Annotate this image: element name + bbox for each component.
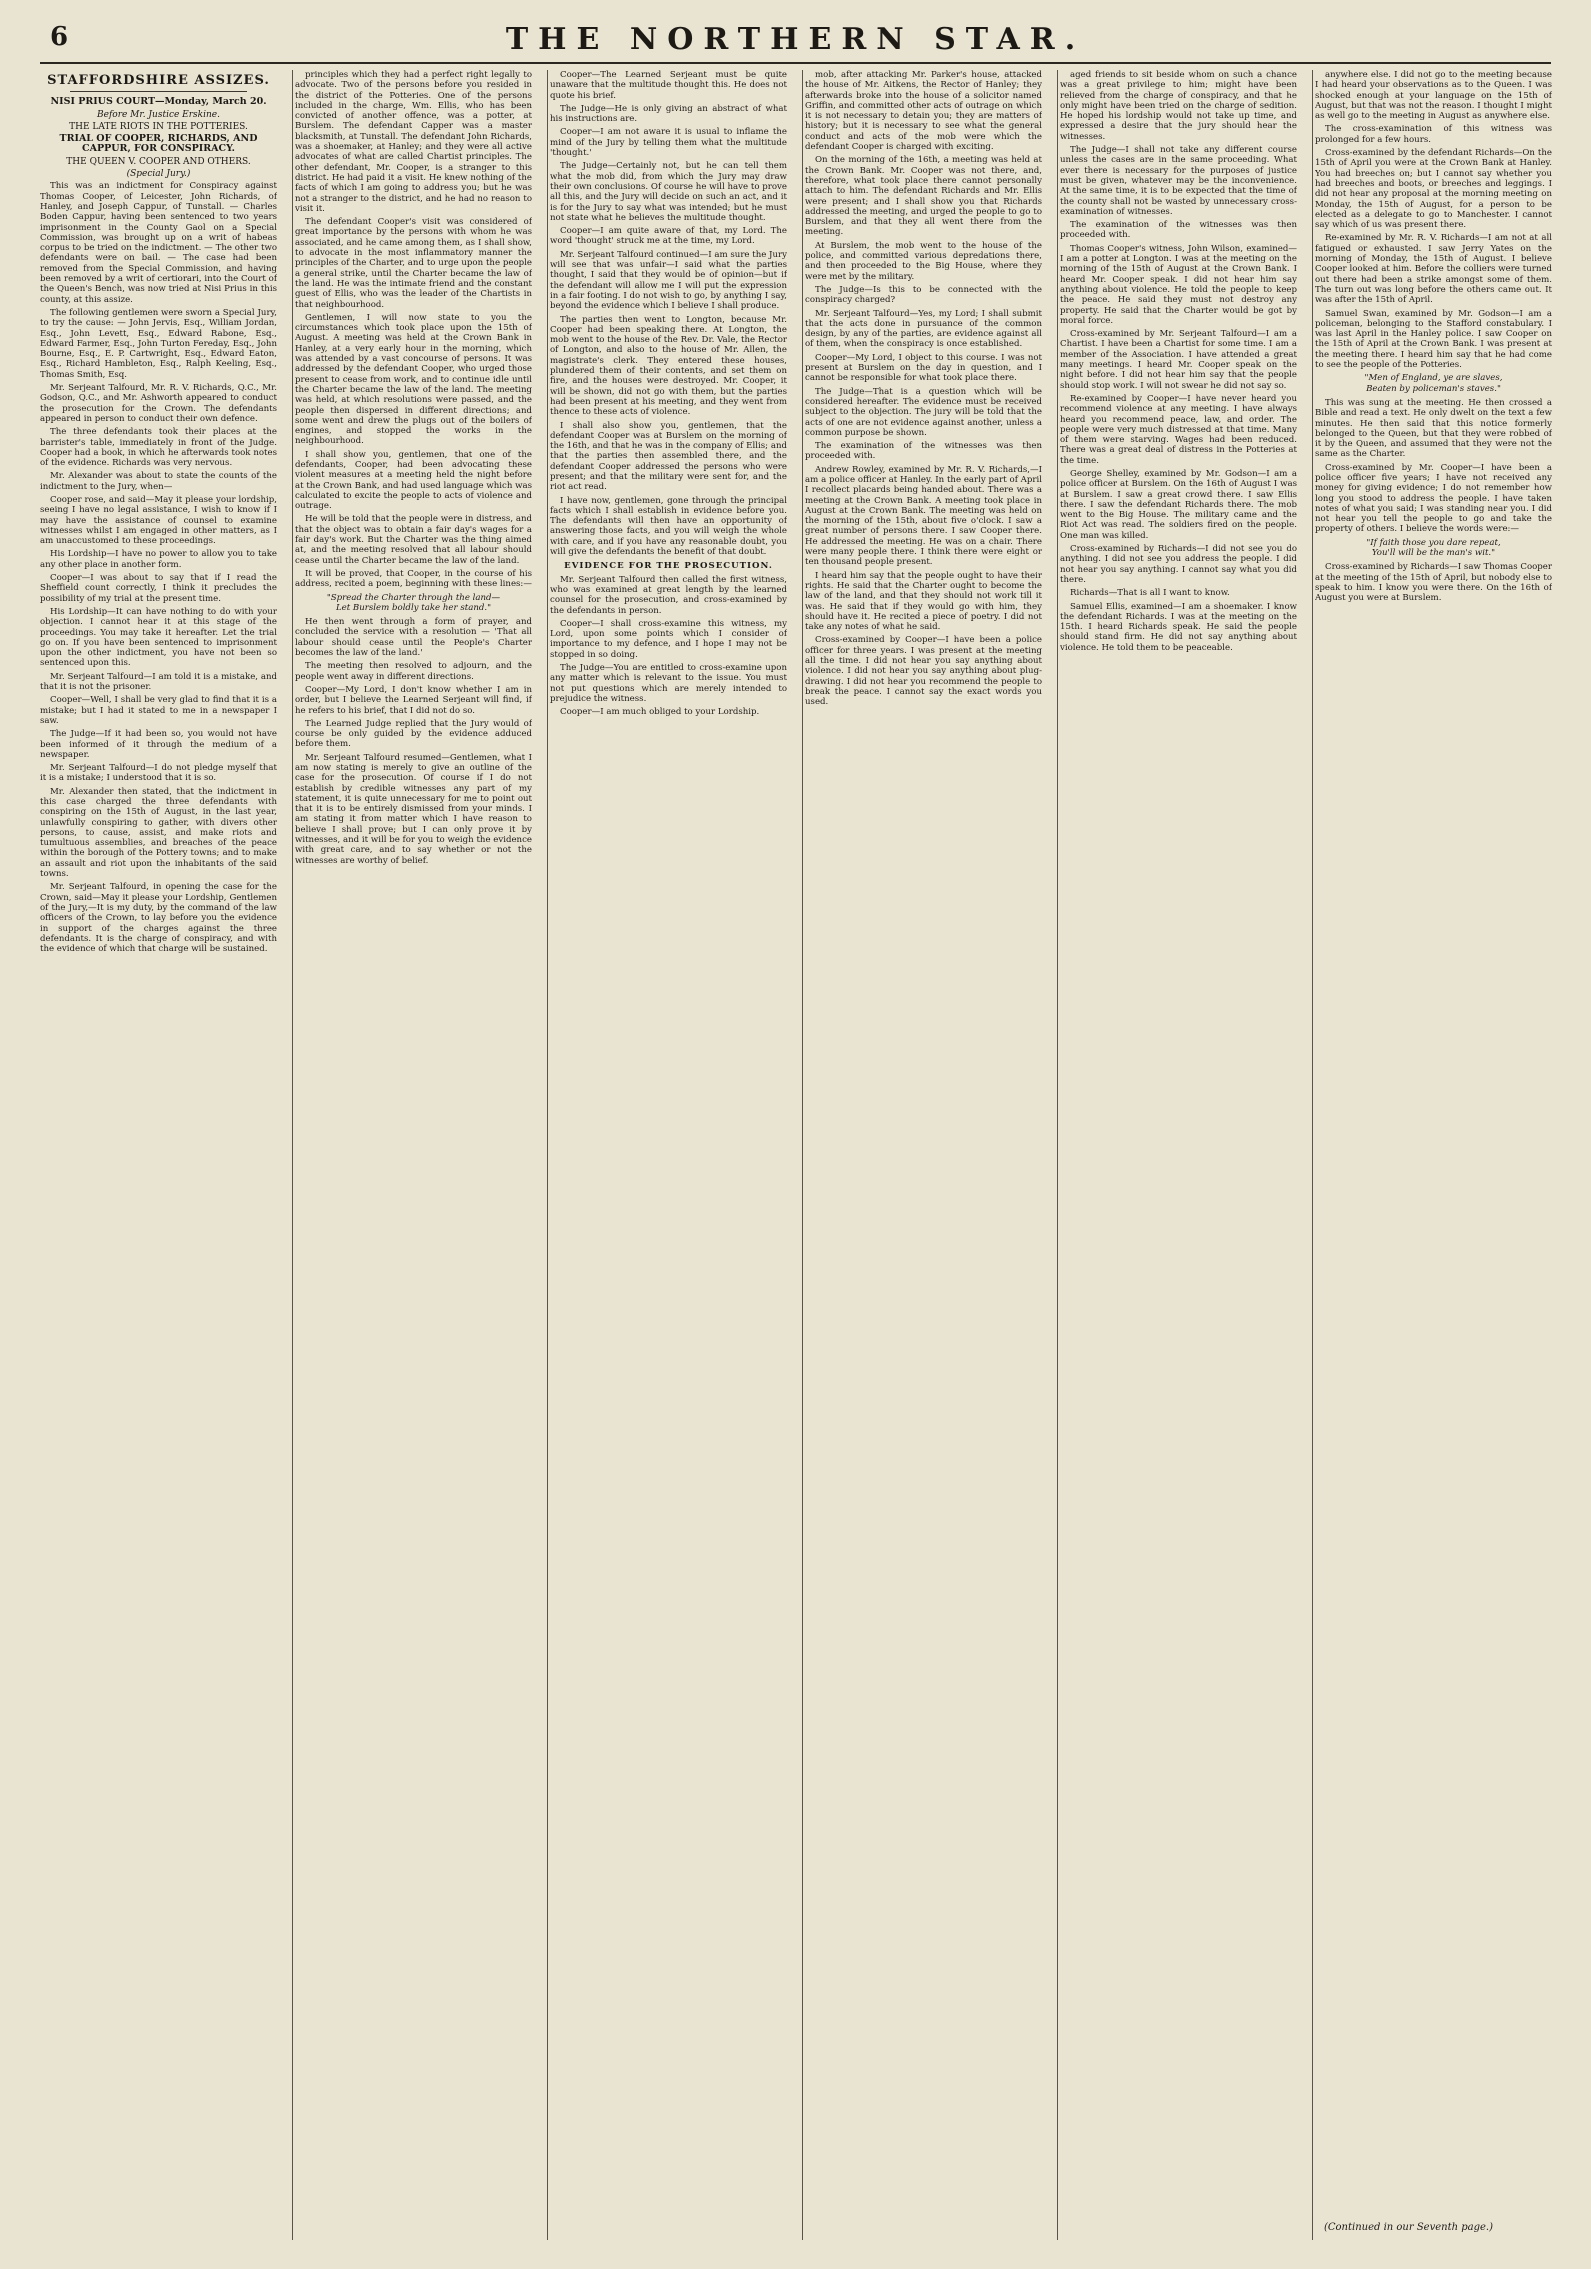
article-paragraph: Cross-examined by Mr. Cooper—I have been a police officer five years; I have not received any money for giving evidence; I do not remember how long you stood to address the people. I have taken notes of what you said; I was standing near you. I did not hear you tell the people to go and take the property of others. I believe the words were:— [1315,462,1552,535]
article-paragraph: Cross-examined by Richards—I did not see you do anything. I did not see you address the people. I did not hear you say anything. I cannot say what you did there. [1060,544,1297,585]
article-paragraph: On the morning of the 16th, a meeting was held at the Crown Bank. Mr. Cooper was not there, and, therefore, what took place there cannot personally attach to him. The defendant Richards and Mr. Ellis were present; and I shall show you that Richards addressed the meeting, and urged the people to go to Burslem, and that they all went there from the meeting. [805,155,1042,238]
article-paragraph: The Judge—Is this to be connected with the conspiracy charged? [805,284,1042,306]
column-rule [802,70,803,2240]
article-paragraph: Mr. Serjeant Talfourd, Mr. R. V. Richards, Q.C., Mr. Godson, Q.C., and Mr. Ashworth appeared to conduct the prosecution for the Crown. The defendants appeared in person to conduct their own defence. [40,383,277,424]
article-paragraph: Cooper—I am quite aware of that, my Lord. The word 'thought' struck me at the time, my Lord. [550,226,787,247]
article-paragraph: Cooper—I was about to say that if I read the Sheffield count correctly, I think it precludes the possibility of my trial at the present time. [40,573,277,604]
article-paragraph: I shall also show you, gentlemen, that the defendant Cooper was at Burslem on the morning of the 16th, and that he was in the company of Ellis; and that the parties then assembled there, and the defendant Cooper addressed the persons who were present; and that the military were sent for, and the riot act read. [550,420,787,493]
article-paragraph: George Shelley, examined by Mr. Godson—I am a police officer at Burslem. On the 16th of August I was at Burslem. I saw a great crowd there. I saw Ellis there. I saw the defendant Richards there. The mob went to the Big House. The military came and the Riot Act was read. The soldiers fired on the people. One man was killed. [1060,468,1297,541]
article-paragraph: Mr. Serjeant Talfourd then called the first witness, who was examined at great length by the learned counsel for the prosecution, and cross-examined by the defendants in person. [550,574,787,616]
column-rule [1312,70,1313,2240]
article-paragraph: His Lordship—I have no power to allow you to take any other place in another form. [40,549,277,570]
article-paragraph: Re-examined by Mr. R. V. Richards—I am not at all fatigued or exhausted. I saw Jerry Yates on the morning of Monday, the 15th of August. I believe Cooper looked at him. Before the colliers were turned out there had been a strike amongst some of them. The turn out was long before the others came out. It was after the 15th of April. [1315,233,1552,306]
judge-line: Before Mr. Justice Erskine. [97,109,220,120]
continued-note: (Continued in our Seventh page.) [1323,2222,1494,2233]
article-paragraph: Cooper rose, and said—May it please your lordship, seeing I have no legal assistance, I wish to know if I may have the assistance of counsel to examine witnesses whilst I am engaged in other matters, as I am unaccustomed to these proceedings. [40,494,277,547]
column-4 [805,70,1042,2240]
article-paragraph: principles which they had a perfect right legally to advocate. Two of the persons before you resided in the district of the Potteries. One of the persons included in the charge, Wm. Ellis, who has been convicted of another offence, was a potter, at Burslem. The defendant Capper was a master blacksmith, at Tunstall. The defendant John Richards, was a shoemaker, at Hanley; and they were all active advocates of what are called Chartist principles. The other defendant, Mr. Cooper, is a stranger to this district. He had paid it a visit. He knew nothing of the facts of which I am going to address you; but he was not a stranger to the district, and he had no reason to visit it. [295,70,532,214]
article-paragraph: Cooper—I am not aware it is usual to inflame the mind of the Jury by telling them what the multitude 'thought.' [550,127,787,159]
article-paragraph: The Judge—That is a question which will be considered hereafter. The evidence must be received subject to the objection. The jury will be told that the acts of one are not evidence against another, unless a common purpose be shown. [805,386,1042,438]
column-1 [40,70,277,2240]
article-paragraph: Mr. Serjeant Talfourd—I am told it is a mistake, and that it is not the prisoner. [40,671,277,693]
article-paragraph: The three defendants took their places at the barrister's table, immediately in front of the Judge. Cooper had a book, in which he afterwards took notes of the evidence. Richards was very nervous. [40,427,277,469]
article-paragraph: He then went through a form of prayer, and concluded the service with a resolution — 'That all labour should cease until the People's Charter becomes the law of the land.' [295,617,532,659]
article-paragraph: The Judge—Certainly not, but he can tell them what the mob did, from which the Jury may draw their own conclusions. Of course he will have to prove all this, and the Jury will decide on such an act, and it is for the Jury to say what was intended; but he must not state what he believes the multitude thought. [550,161,787,223]
masthead [40,22,1551,64]
article-paragraph: Mr. Serjeant Talfourd, in opening the case for the Crown, said—May it please your Lordship, Gentlemen of the Jury,—It is my duty, by the command of the law officers of the Crown, to lay before you the evidence in support of the charges against the three defendants. It is the charge of conspiracy, and with the evidence of which that charge will be sustained. [40,882,277,955]
article-paragraph: Cross-examined by the defendant Richards—On the 15th of April you were at the Crown Bank at Hanley. You had breeches on; but I cannot say whether you had breeches and boots, or breeches and leggings. I did not hear any proposal at the morning meeting on Monday, the 15th of August, for a person to be elected as a delegate to go to Manchester. I cannot say which of us was present there. [1315,148,1552,231]
article-heading: STAFFORDSHIRE ASSIZES. [47,73,270,88]
article-paragraph: Cooper—I am much obliged to your Lordship. [560,707,760,718]
case-line-3: THE QUEEN V. COOPER AND OTHERS. [66,156,251,167]
article-paragraph: The parties then went to Longton, because Mr. Cooper had been speaking there. At Longton, the mob went to the house of the Rev. Dr. Vale, the Rector of Longton, and also to the house of Mr. Allen, the magistrate's clerk. They entered these houses, plundered them of their contents, and set them on fire, and the houses were destroyed. Mr. Cooper, it will be shown, did not go with them, but the parties had been present at his meeting, and they went from thence to these acts of violence. [550,314,787,418]
article-paragraph: The Learned Judge replied that the Jury would of course be only guided by the evidence adduced before them. [295,718,532,750]
article-paragraph: The Judge—You are entitled to cross-examine upon any matter which is relevant to the issue. You must not put questions which are merely intended to prejudice the witness. [550,663,787,704]
article-paragraph: anywhere else. I did not go to the meeting because I had heard your observations as to the Queen. I was shocked enough at your language on the 15th of August, but that was not the reason. I thought I might as well go to the meeting in August as anywhere else. [1315,70,1552,122]
article-paragraph: The examination of the witnesses was then proceeded with. [1060,220,1297,241]
article-paragraph: The Judge—He is only giving an abstract of what his instructions are. [550,103,787,125]
column-5 [1060,70,1297,2240]
article-paragraph: This was an indictment for Conspiracy against Thomas Cooper, of Leicester, John Richards, of Hanley, and Joseph Cappur, of Tunstall. — Charles Boden Cappur, having been sentenced to two years imprisonment in the County Gaol on a Special Commission, was brought up on a writ of habeas corpus to be tried on the indictment. — The other two defendants were on bail. — The case had been removed from the Special Commission, and having been removed by a writ of certiorari, into the Court of the Queen's Bench, was now tried at Nisi Prius in this county, at this assize. [40,181,277,305]
divider [70,91,247,92]
page-number: 6 [50,22,69,52]
columns-area [40,70,1551,2240]
column-3 [550,70,787,2240]
case-line-1: THE LATE RIOTS IN THE POTTERIES. [69,121,248,132]
column-rule [547,70,548,2240]
case-line-4: (Special Jury.) [126,169,191,180]
article-paragraph: Cooper—I shall cross-examine this witness, my Lord, upon some points which I consider of importance to my defence, and I hope I may not be stopped in so doing. [550,618,787,660]
article-paragraph: Gentlemen, I will now state to you the circumstances which took place upon the 15th of August. A meeting was held at the Crown Bank in Hanley, at a very early hour in the morning, which was attended by a vast concourse of persons. It was addressed by the defendant Cooper, who urged those present to cease from work, and to continue idle until the Charter became the law of the land. The meeting was held, at which resolutions were passed, and the people then dispersed in different directions; and some went and drew the plugs out of the boilers of engines, and stopped the works in the neighbourhood. [295,312,532,447]
article-paragraph: Richards—That is all I want to know. [1070,588,1230,599]
article-paragraph: Re-examined by Cooper—I have never heard you recommend violence at any meeting. I have always heard you recommend peace, law, and order. The people were very much distressed at that time. Many of them were starving. Wages had been reduced. There was a great deal of distress in the Potteries at the time. [1060,393,1297,466]
article-paragraph: Mr. Serjeant Talfourd resumed—Gentlemen, what I am now stating is merely to give an outline of the case for the prosecution. Of course if I do not establish by credible witnesses any part of my statement, it is quite unnecessary for me to point out that it is to be entirely dismissed from your minds. I am stating it from matter which I have reason to believe I shall prove; but I can only prove it by witnesses, and it will be for you to weigh the evidence with great care, and to say whether or not the witnesses are worthy of belief. [295,752,532,866]
article-paragraph: The meeting then resolved to adjourn, and the people went away in different directions. [295,661,532,682]
article-paragraph: Cooper—My Lord, I don't know whether I am in order, but I believe the Learned Serjeant will find, if he refers to his brief, that I did not do so. [295,684,532,716]
article-paragraph: The Judge—I shall not take any different course unless the cases are in the same proceeding. What ever there is necessary for the purposes of justice must be given, whatever may be the inconvenience. At the same time, it is to be expected that the time of the county shall not be wasted by unnecessary cross-examination of witnesses. [1060,145,1297,217]
article-paragraph: Cooper—Well, I shall be very glad to find that it is a mistake; but I had it stated to me in a newspaper I saw. [40,695,277,726]
article-paragraph: The cross-examination of this witness was prolonged for a few hours. [1315,124,1552,145]
article-paragraph: Mr. Serjeant Talfourd continued—I am sure the Jury will see that was unfair—I said what the parties thought, I said that they would be of opinion—but if the defendant will allow me I will put the expression in a fair footing. I do not wish to go, by anything I say, beyond the evidence which I believe I shall produce. [550,249,787,312]
court-subheading: NISI PRIUS COURT—Monday, March 20. [50,96,267,108]
article-paragraph: Cross-examined by Richards—I saw Thomas Cooper at the meeting of the 15th of April, but nobody else to speak to him. I know you were there. On the 16th of August you were at Burslem. [1315,562,1552,604]
column-2 [295,70,532,2240]
article-paragraph: Cross-examined by Mr. Serjeant Talfourd—I am a Chartist. I have been a Chartist for some time. I am a member of the Association. I have attended a great many meetings. I heard Mr. Cooper speak on the night before. I did not hear him say that the people should stop work. I will not swear he did not say so. [1060,329,1297,391]
article-paragraph: It will be proved, that Cooper, in the course of his address, recited a poem, beginning with these lines:— [295,568,532,590]
article-paragraph: Mr. Alexander was about to state the counts of the indictment to the Jury, when— [40,471,277,492]
article-paragraph: This was sung at the meeting. He then crossed a Bible and read a text. He only dwelt on the text a few minutes. He then said that this notice formerly belonged to the Queen, but that they were robbed of it by the Queen, and assumed that they were not the same as the Charter. [1315,397,1552,460]
article-paragraph: Thomas Cooper's witness, John Wilson, examined—I am a potter at Longton. I was at the meeting on the morning of the 15th of August at the Crown Bank. I heard Mr. Cooper speak. I did not hear him say anything about violence. He told the people to keep the peace. He said they must not destroy any property. He said that the Charter would be got by moral force. [1060,243,1297,326]
article-paragraph: The examination of the witnesses was then proceeded with. [805,441,1042,462]
article-paragraph: Samuel Swan, examined by Mr. Godson—I am a policeman, belonging to the Stafford constabulary. I was last April in the Hanley police. I saw Cooper on the 15th of April at the Crown Bank. I was present at the meeting there. I heard him say that he had come to see the people of the Potteries. [1315,308,1552,371]
case-line-2: TRIAL OF COOPER, RICHARDS, AND CAPPUR, FOR CONSPIRACY. [59,133,258,155]
article-paragraph: mob, after attacking Mr. Parker's house, attacked the house of Mr. Aitkens, the Rector of Hanley; they afterwards broke into the house of a solicitor named Griffin, and committed other acts of outrage on which it is not necessary to detain you; they are matters of history; but it is necessary to see what the general conduct and acts of the mob were which the defendant Cooper is charged with exciting. [805,70,1042,153]
article-paragraph: The following gentlemen were sworn a Special Jury, to try the cause: — John Jervis, Esq., William Jordan, Esq., John Levett, Esq., Edward Rabone, Esq., Edward Farmer, Esq., John Turton Fereday, Esq., John Bourne, Esq., E. P. Cartwright, Esq., Edward Eaton, Esq., Richard Hambleton, Esq., Ralph Keeling, Esq., Thomas Smith, Esq. [40,307,277,380]
article-paragraph: Mr. Serjeant Talfourd—Yes, my Lord; I shall submit that the acts done in pursuance of the common design, by any of the parties, are evidence against all of them, when the conspiracy is once established. [805,308,1042,350]
article-paragraph: aged friends to sit beside whom on such a chance was a great privilege to him; might have been relieved from the charge of conspiracy, and that he only might have been tried on the charge of sedition. He hoped his lordship would not take up time, and expressed a desire that the jury should hear the witnesses. [1060,70,1297,142]
article-paragraph: At Burslem, the mob went to the house of the police, and committed various depredations there, and then proceeded to the Big House, where they were met by the military. [805,240,1042,282]
article-paragraph: His Lordship—It can have nothing to do with your objection. I cannot hear it at this stage of the proceedings. You may take it hereafter. Let the trial go on. If you have been sentenced to imprisonment upon the other indictment, you have not been so sentenced upon this. [40,606,277,669]
section-subheading: EVIDENCE FOR THE PROSECUTION. [564,561,773,572]
article-paragraph: I heard him say that the people ought to have their rights. He said that the Charter ought to become the law of the land, and that they should not work till it was. He said that if they would go with him, they should have it. He recited a piece of poetry. I did not take any notes of what he said. [805,570,1042,633]
column-6 [1315,70,1552,2240]
article-paragraph: Cooper—My Lord, I object to this course. I was not present at Burslem on the day in question, and I cannot be responsible for what took place there. [805,352,1042,384]
verse-quote: "Spread the Charter through the land— Let Burslem boldly take her stand." [326,592,501,613]
article-paragraph: Mr. Serjeant Talfourd—I do not pledge myself that it is a mistake; I understood that it is so. [40,763,277,784]
article-paragraph: Cooper—The Learned Serjeant must be quite unaware that the multitude thought this. He does not quote his brief. [550,70,787,101]
article-paragraph: Mr. Alexander then stated, that the indictment in this case charged the three defendants with conspiring on the 15th of August, in the last year, unlawfully conspiring to gather, with divers other persons, to cause, assist, and make riots and tumultuous assemblies, and breaches of the peace within the borough of the Pottery towns; and to make an assault and riot upon the inhabitants of the said towns. [40,786,277,880]
article-paragraph: I have now, gentlemen, gone through the principal facts which I shall establish in evidence before you. The defendants will then have an opportunity of answering those facts, and you will weigh the whole with care, and if you have any reasonable doubt, you will give the defendants the benefit of that doubt. [550,495,787,558]
article-paragraph: He will be told that the people were in distress, and that the object was to obtain a fair day's wages for a fair day's work. But the Charter was the thing aimed at, and the meeting resolved that all labour should cease until the Charter became the law of the land. [295,514,532,566]
article-paragraph: Cross-examined by Cooper—I have been a police officer for three years. I was present at the meeting all the time. I did not hear you say anything about violence. I did not hear you say anything about plug-drawing. I did not hear you recommend the people to break the peace. I cannot say the exact words you used. [805,635,1042,708]
verse-quote: "Men of England, ye are slaves, Beaten by policeman's staves." [1364,373,1503,394]
newspaper-title: THE NORTHERN STAR. [505,22,1086,57]
column-rule [292,70,293,2240]
column-rule [1057,70,1058,2240]
article-paragraph: Andrew Rowley, examined by Mr. R. V. Richards,—I am a police officer at Hanley. In the early part of April I recollect placards being handed about. There was a meeting at the Crown Bank. A meeting took place in August at the Crown Bank. The meeting was held on the morning of the 15th, about five o'clock. I saw a great number of persons there. I saw Cooper there. He addressed the meeting. He was on a chair. There were many people there. I think there were eight or ten thousand people present. [805,464,1042,568]
article-paragraph: Samuel Ellis, examined—I am a shoemaker. I know the defendant Richards. I was at the meeting on the 15th. I heard Richards speak. He said the people should stand firm. He did not say anything about violence. He told them to be peaceable. [1060,601,1297,653]
verse-quote: "If faith those you dare repeat, You'll will be the man's wit." [1366,537,1501,559]
article-paragraph: The defendant Cooper's visit was considered of great importance by the persons with whom he was associated, and he came among them, as I shall show, to advocate in the most inflammatory manner the principles of the Charter, and to urge upon the people a general strike, until the Charter became the law of the land. He was the intimate friend and the constant guest of Ellis, who was the leader of the Chartists in that neighbourhood. [295,217,532,310]
article-paragraph: The Judge—If it had been so, you would not have been informed of it through the medium of a newspaper. [40,729,277,760]
article-paragraph: I shall show you, gentlemen, that one of the defendants, Cooper, had been advocating these violent measures at a meeting held the night before at the Crown Bank, and had used language which was calculated to excite the people to acts of violence and outrage. [295,449,532,512]
